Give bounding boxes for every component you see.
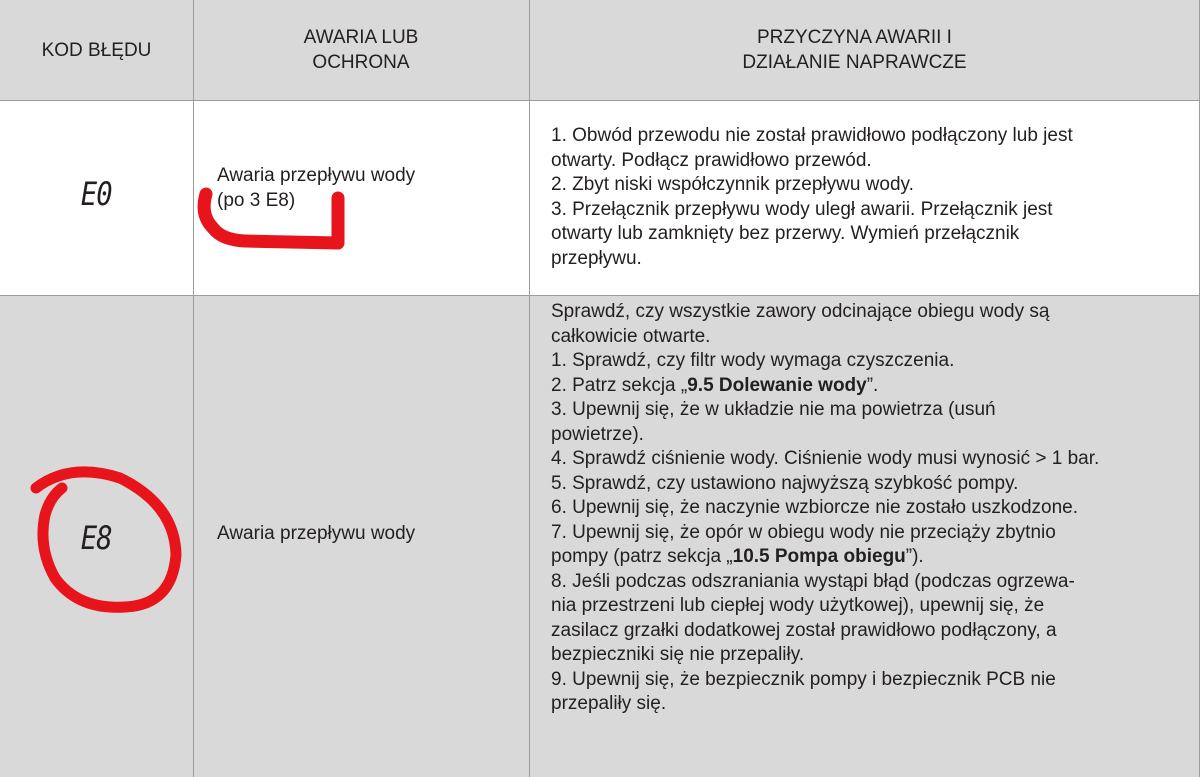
cause-e8-line: 4. Sprawdź ciśnienie wody. Ciśnienie wody musi wynosić > 1 bar.	[551, 448, 1100, 469]
fault-e0-line1: Awaria przepływu wody	[217, 165, 416, 186]
cause-e8-line: 7. Upewnij się, że opór w obiegu wody nie przeciąży zbytnio	[551, 521, 1056, 543]
cause-e8-line	[551, 545, 1099, 570]
cause-e8-line: całkowicie otwarte.	[551, 325, 711, 347]
cause-e8-line: zasilacz grzałki dodatkowej został prawidłowo podłączony, a	[551, 619, 1057, 641]
header-fault	[193, 0, 529, 100]
cause-e8-line: 9. Upewnij się, że bezpiecznik pompy i bezpiecznik PCB nie	[551, 668, 1056, 690]
section-ref-10-5: 10.5 Pompa obiegu	[732, 546, 906, 567]
cause-e0	[551, 124, 1073, 271]
header-cause-line1: PRZYCZYNA AWARII I	[757, 27, 952, 48]
header-fault-line1: AWARIA LUB	[303, 27, 419, 48]
cause-e8-line: nia przestrzeni lub ciepłej wody użytkowej), upewnij się, że	[551, 595, 1045, 616]
cause-e8-line: bezpieczniki się nie przepaliły.	[551, 644, 805, 665]
cause-e0-line: przepływu.	[551, 247, 642, 269]
column-divider	[193, 0, 194, 777]
cause-e0-line: 3. Przełącznik przepływu wody uległ awarii. Przełącznik jest	[551, 198, 1053, 220]
cause-e8-text: pompy (patrz sekcja „	[551, 546, 733, 567]
cause-e8-line: powietrze).	[551, 423, 644, 445]
cause-e0-line: otwarty. Podłącz prawidłowo przewód.	[551, 149, 872, 171]
header-cause-line2: DZIAŁANIE NAPRAWCZE	[742, 52, 967, 73]
column-divider	[529, 0, 530, 777]
cause-e0-line: otwarty lub zamknięty bez przerwy. Wymień przełącznik	[551, 223, 1020, 244]
cause-e8-text: 2. Patrz sekcja „	[551, 374, 688, 396]
row-divider	[0, 295, 1200, 296]
header-error-code	[0, 0, 193, 100]
cause-e0-line: 1. Obwód przewodu nie został prawidłowo podłączony lub jest	[551, 125, 1073, 146]
cause-e8-text: ”.	[866, 374, 879, 396]
cause-e8-line: 1. Sprawdź, czy filtr wody wymaga czyszczenia.	[551, 350, 955, 371]
cause-e8-line: 8. Jeśli podczas odszraniania wystąpi błąd (podczas ogrzewa-	[551, 570, 1075, 592]
row-divider	[0, 100, 1200, 101]
header-cause	[529, 0, 1200, 100]
cause-e8	[551, 300, 1099, 717]
cause-e8-line: Sprawdź, czy wszystkie zawory odcinające obiegu wody są	[551, 301, 1050, 322]
header-fault-line2: OCHRONA	[312, 52, 410, 73]
cause-e8-line: przepaliły się.	[551, 693, 667, 714]
section-ref-9-5: 9.5 Dolewanie wody	[687, 374, 867, 396]
error-code-e0: E0	[80, 175, 112, 213]
cause-e8-line: 3. Upewnij się, że w układzie nie ma powietrza (usuń	[551, 399, 996, 420]
header-error-code-label: KOD BŁĘDU	[41, 39, 152, 61]
cause-e8-line: 6. Upewnij się, że naczynie wzbiorcze nie zostało uszkodzone.	[551, 497, 1078, 518]
cause-e8-text: ”).	[905, 546, 924, 567]
fault-e0	[217, 163, 415, 213]
error-code-e8: E8	[80, 519, 112, 557]
cause-e8-line	[551, 374, 1099, 399]
cause-e8-line: 5. Sprawdź, czy ustawiono najwyższą szybkość pompy.	[551, 472, 1019, 494]
fault-e0-line2: (po 3 E8)	[217, 190, 296, 211]
cause-e0-line: 2. Zbyt niski współczynnik przepływu wody.	[551, 174, 914, 195]
fault-e8: Awaria przepływu wody	[217, 523, 416, 544]
